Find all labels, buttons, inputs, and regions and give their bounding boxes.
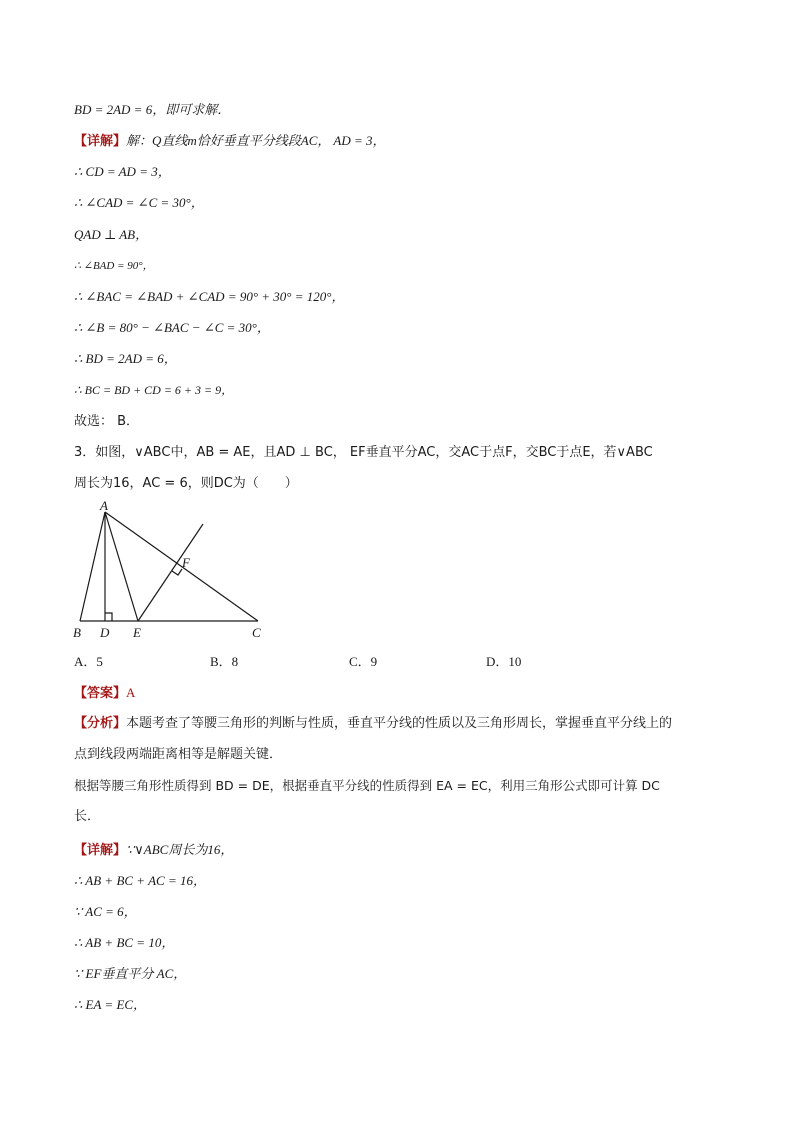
label-e: E: [133, 625, 141, 640]
solution-line-8: ∴ ∠B = 80° − ∠BAC − ∠C = 30°，: [74, 320, 270, 335]
solution-line-5: QAD ⊥ AB，: [74, 227, 149, 242]
detail-tag: 【详解】: [74, 134, 127, 149]
detail-line-5: ∵ EF垂直平分 AC，: [74, 966, 187, 981]
solution-conclusion: 故选： B．: [74, 414, 140, 429]
solution-line-10: ∴ BC = BD + CD = 6 + 3 = 9，: [74, 383, 234, 397]
answer-value: A: [126, 685, 136, 700]
detail2-tag: 【详解】: [74, 843, 127, 858]
label-a: A: [100, 500, 108, 513]
answer-tag: 【答案】: [74, 686, 127, 701]
analysis-line-1: [74, 714, 672, 734]
line-ef: [138, 524, 203, 621]
detail-line-3: ∵ AC = 6，: [74, 904, 137, 919]
label-f: F: [182, 555, 190, 570]
solution-line-3: ∴ CD = AD = 3，: [74, 164, 171, 179]
question-line-1: 3．如图，∨ABC中，AB = AE，且AD ⊥ BC， EF垂直平分AC，交AC于点F，交BC于点E，若∨ABC: [74, 445, 653, 460]
detail-line-4: ∴ AB + BC = 10，: [74, 935, 175, 950]
choice-b: B．8: [210, 654, 239, 669]
detail-text: 解：Q直线m恰好垂直平分线段AC， AD = 3，: [126, 133, 386, 148]
solution-line-6: ∴ ∠BAD = 90°，: [74, 260, 154, 272]
label-b: B: [73, 625, 81, 640]
question-line-2: 周长为16，AC = 6，则DC为（ ）: [74, 476, 298, 491]
solution-line-7: ∴ ∠BAC = ∠BAD + ∠CAD = 90° + 30° = 120°，: [74, 289, 345, 304]
solution-line-1: BD = 2AD = 6，即可求解．: [74, 102, 231, 117]
detail-line-1: [74, 840, 233, 861]
label-d: D: [100, 625, 110, 640]
analysis-line-3: 根据等腰三角形性质得到 BD = DE，根据垂直平分线的性质得到 EA = EC，利用三角形公式即可计算 DC: [74, 778, 660, 793]
segment-ab: [80, 512, 105, 621]
solution-line-9: ∴ BD = 2AD = 6，: [74, 351, 177, 366]
detail-line-2: ∴ AB + BC + AC = 16，: [74, 873, 206, 888]
analysis-line-2: 点到线段两端距离相等是解题关键．: [74, 747, 283, 762]
right-angle-d: [105, 613, 112, 621]
analysis-line-4: 长．: [74, 809, 101, 824]
choice-d: D．10: [486, 654, 522, 669]
analysis-text-1: 本题考查了等腰三角形的判断与性质，垂直平分线的性质以及三角形周长，掌握垂直平分线上的: [126, 716, 673, 731]
segment-ae: [105, 512, 138, 621]
choice-a: A．5: [74, 654, 103, 669]
solution-detail-line: [74, 131, 386, 152]
answer-line: [74, 683, 135, 704]
analysis-tag: 【分析】: [74, 716, 127, 731]
detail-line-6: ∴ EA = EC，: [74, 997, 147, 1012]
choice-c: C．9: [349, 654, 378, 669]
solution-line-4: ∴ ∠CAD = ∠C = 30°，: [74, 195, 204, 210]
right-angle-f: [172, 569, 182, 575]
detail2-text-1: ∵∨ABC周长为16，: [126, 842, 234, 857]
triangle-figure: [68, 500, 268, 645]
label-c: C: [252, 625, 261, 640]
